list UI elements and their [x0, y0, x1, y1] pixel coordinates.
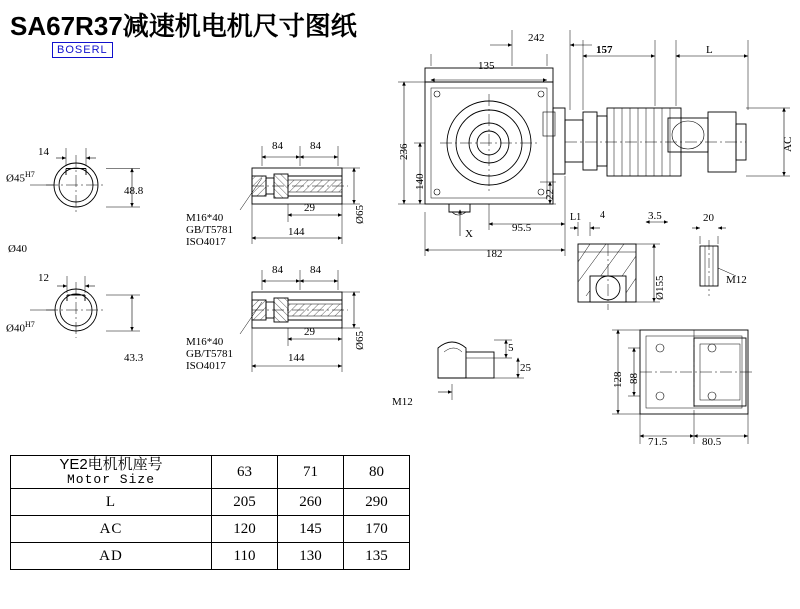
dim-label-84-d: 84: [310, 264, 321, 276]
table-row: [11, 516, 410, 543]
cell-AC-71: 145: [278, 516, 344, 543]
table-row-header: [11, 456, 410, 489]
bolt-spec-a-line2: GB/T5781: [186, 224, 234, 236]
dim-label-22: 22: [544, 189, 556, 200]
dim-label-84-a: 84: [272, 140, 283, 152]
dim-label-84-c: 84: [272, 264, 283, 276]
dim-label-m12-b: M12: [392, 396, 413, 408]
dim-label-m12-a: M12: [726, 274, 747, 286]
dim-label-d40: $Ø40^{H7}$: [6, 320, 35, 335]
dim-label-242: 242: [528, 32, 545, 44]
dim-label-135: 135: [478, 60, 495, 72]
shaft-view-45: [30, 148, 140, 215]
table-row: [11, 543, 410, 570]
dim-label-140: 140: [414, 173, 426, 190]
motor-size-table: [10, 455, 410, 570]
table-row: [11, 489, 410, 516]
dim-label-182: 182: [486, 248, 503, 260]
dim-label-95-5: 95.5: [512, 222, 532, 234]
bolt-spec-b-line2: GB/T5781: [186, 348, 234, 360]
dim-label-144-b: 144: [288, 352, 305, 364]
cell-AC-80: 170: [344, 516, 410, 543]
bolt-spec-b-line1: M16*40: [186, 336, 224, 348]
dim-label-L: L: [706, 44, 713, 56]
dim-label-84-b: 84: [310, 140, 321, 152]
dim-label-d45: $Ø45^{H7}$: [6, 170, 35, 185]
row-label-AD: AD: [11, 543, 212, 570]
dim-label-L1: L1: [570, 212, 582, 223]
dim-label-43-3: 43.3: [124, 352, 144, 364]
bolt-spec-b-line3: ISO4017: [186, 360, 226, 372]
bolt-spec-a-line1: M16*40: [186, 212, 224, 224]
cell-L-80: 290: [344, 489, 410, 516]
dim-label-236: 236: [398, 143, 410, 160]
dim-label-5: 5: [508, 342, 514, 354]
side-view-flange: [570, 222, 736, 310]
table-header-size-3: 80: [344, 456, 410, 489]
table-header-size-2: 71: [278, 456, 344, 489]
brand-logo: BOSERL: [52, 42, 113, 58]
cell-AD-63: 110: [212, 543, 278, 570]
base-mounting-view: [612, 330, 752, 444]
dim-label-29-b: 29: [304, 326, 315, 338]
main-assembly-front-view: [425, 68, 746, 215]
dim-label-80-5: 80.5: [702, 436, 722, 448]
bolt-spec-a-line3: ISO4017: [186, 236, 226, 248]
row-label-L: L: [11, 489, 212, 516]
dim-label-12: 12: [38, 272, 49, 284]
dim-label-88: 88: [628, 373, 640, 384]
dim-label-d65-a: Ø65: [354, 205, 366, 224]
table-header-label-en: Motor Size: [66, 472, 155, 488]
dim-label-144-a: 144: [288, 226, 305, 238]
cell-AC-63: 120: [212, 516, 278, 543]
dim-label-d155: Ø155: [654, 275, 666, 300]
dim-label-128: 128: [612, 371, 624, 388]
dim-label-29-a: 29: [304, 202, 315, 214]
dim-label-20: 20: [703, 212, 714, 224]
dim-label-71-5: 71.5: [648, 436, 668, 448]
dim-label-157: 157: [596, 44, 613, 56]
cell-AD-71: 130: [278, 543, 344, 570]
section-mark-x: X: [465, 228, 473, 240]
table-header-size-1: 63: [212, 456, 278, 489]
cell-AD-80: 135: [344, 543, 410, 570]
dim-label-25: 25: [520, 362, 531, 374]
dim-label-3-5: 3.5: [648, 210, 662, 222]
dim-label-AC: AC: [782, 136, 794, 152]
dim-label-d65-b: Ø65: [354, 331, 366, 350]
row-label-AC: AC: [11, 516, 212, 543]
cell-L-71: 260: [278, 489, 344, 516]
dim-label-48-8: 48.8: [124, 185, 144, 197]
dim-label-4: 4: [600, 210, 605, 221]
dim-label-14: 14: [38, 146, 49, 158]
page-title: SA67R37减速机电机尺寸图纸: [10, 11, 357, 41]
shaft-view-40: [30, 276, 140, 338]
table-header-label: [11, 456, 212, 489]
dim-label-d40-plain: Ø40: [8, 243, 27, 255]
cell-L-63: 205: [212, 489, 278, 516]
table-header-label-cn: YE2电机机座号: [59, 456, 163, 473]
